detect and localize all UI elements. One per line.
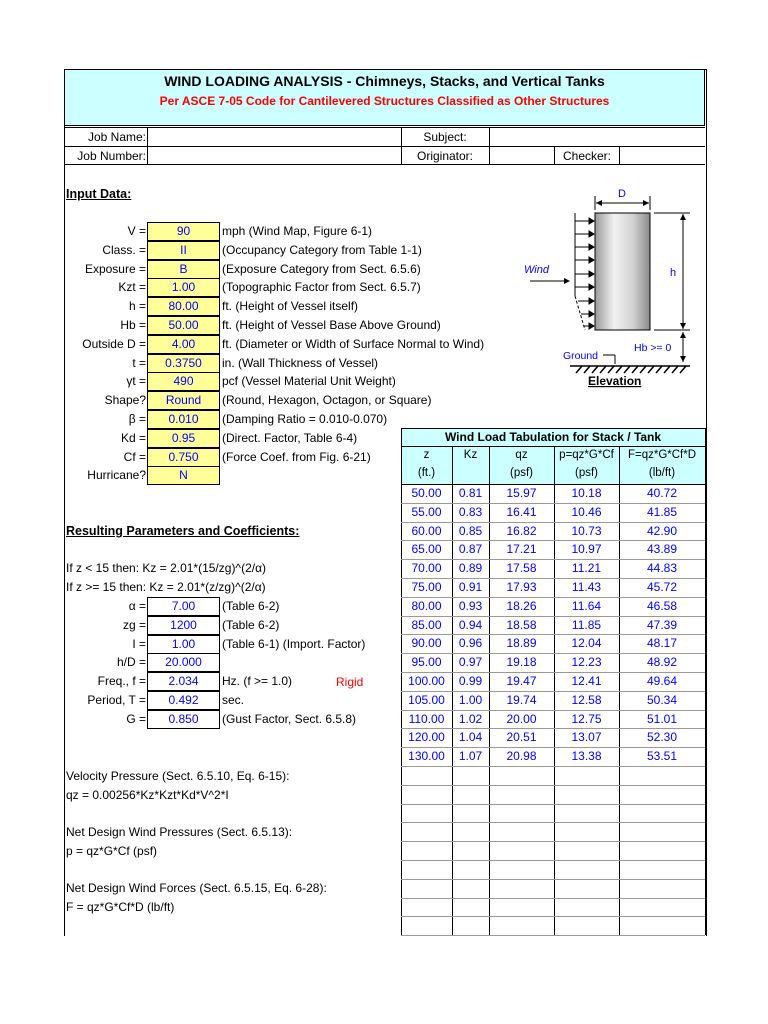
- table-cell: 65.00: [411, 542, 442, 557]
- table-title: Wind Load Tabulation for Stack / Tank: [444, 430, 662, 444]
- table-border: [401, 446, 705, 447]
- result-description: Hz. (f >= 1.0): [222, 674, 293, 689]
- column-unit: (psf): [575, 467, 598, 479]
- table-cell: 18.58: [506, 617, 537, 632]
- input-description: pcf (Vessel Material Unit Weight): [222, 374, 396, 389]
- table-cell: 1.02: [458, 711, 483, 726]
- velocity-pressure-formula: qz = 0.00256*Kz*Kzt*Kd*V^2*I: [66, 788, 229, 802]
- input-description: (Occupancy Category from Table 1-1): [222, 242, 422, 257]
- table-cell: 0.93: [458, 598, 483, 613]
- table-cell: 0.81: [458, 486, 483, 500]
- input-label: h =: [128, 299, 146, 314]
- checker-label: Checker:: [562, 149, 612, 163]
- row-divider: [401, 916, 705, 917]
- table-cell: 19.74: [506, 692, 537, 707]
- table-cell: 19.18: [506, 655, 537, 670]
- input-description: (Topographic Factor from Sect. 6.5.7): [222, 280, 421, 295]
- row-divider: [401, 841, 705, 842]
- table-cell: 0.83: [458, 504, 483, 519]
- wind-profile-arrows: [575, 213, 594, 330]
- result-description: (Table 6-2): [222, 599, 280, 613]
- result-value-cell: 2.034: [147, 672, 220, 691]
- input-value-cell[interactable]: 50.00: [147, 316, 220, 335]
- results-heading: Resulting Parameters and Coefficients:: [66, 524, 300, 538]
- table-cell: 95.00: [411, 655, 442, 670]
- table-cell: 55.00: [411, 504, 442, 519]
- row-divider: [401, 522, 705, 523]
- result-description: sec.: [222, 693, 245, 707]
- d-label: D: [618, 188, 626, 200]
- input-value-cell[interactable]: 0.3750: [147, 354, 220, 373]
- table-cell: 20.00: [506, 711, 537, 726]
- pressure-title: Net Design Wind Pressures (Sect. 6.5.13):: [66, 825, 293, 839]
- result-value-cell: 20.000: [147, 653, 220, 672]
- force-formula: F = qz*G*Cf*D (lb/ft): [66, 900, 175, 914]
- input-label: Cf =: [123, 449, 146, 464]
- table-cell: 1.04: [458, 730, 483, 745]
- table-cell: 16.41: [506, 504, 537, 519]
- rigid-label: Rigid: [336, 675, 364, 689]
- table-cell: 20.98: [506, 749, 537, 764]
- table-cell: 120.00: [408, 730, 445, 745]
- input-value-cell[interactable]: 1.00: [147, 278, 220, 297]
- table-cell: 43.89: [646, 542, 678, 557]
- table-cell: 18.89: [506, 636, 537, 651]
- sheet-header: [64, 69, 705, 126]
- input-value-cell[interactable]: II: [147, 241, 220, 260]
- elevation-diagram: [520, 186, 705, 391]
- row-divider: [401, 935, 705, 936]
- table-cell: 10.18: [571, 486, 602, 500]
- table-cell: 90.00: [411, 636, 442, 651]
- table-cell: 0.87: [458, 542, 483, 557]
- ground-label: Ground: [563, 350, 599, 362]
- input-label: Kzt =: [118, 280, 146, 295]
- table-cell: 0.94: [458, 617, 483, 632]
- input-description: (Direct. Factor, Table 6-4): [222, 430, 358, 445]
- job-name-label: Job Name:: [87, 130, 146, 144]
- subject-label: Subject:: [423, 130, 467, 144]
- originator-label: Originator:: [416, 149, 474, 163]
- kz-formula-high: If z >= 15 then: Kz = 2.01*(z/zg)^(2/α): [66, 580, 266, 594]
- input-label: V =: [127, 224, 146, 238]
- table-cell: 47.39: [646, 617, 678, 632]
- row-divider: [401, 672, 705, 673]
- row-divider: [401, 747, 705, 748]
- input-description: (Round, Hexagon, Octagon, or Square): [222, 393, 432, 408]
- table-cell: 16.82: [506, 523, 537, 538]
- table-cell: 48.92: [646, 655, 678, 670]
- input-value-cell[interactable]: 0.95: [147, 429, 220, 448]
- table-cell: 17.93: [506, 580, 537, 594]
- job-name-field[interactable]: [148, 128, 400, 145]
- input-label: Hurricane?: [87, 468, 146, 483]
- column-unit: (ft.): [417, 467, 436, 479]
- table-cell: 12.58: [571, 692, 602, 707]
- table-cell: 17.21: [506, 542, 537, 557]
- input-value-cell[interactable]: 490: [147, 372, 220, 391]
- table-cell: 48.17: [646, 636, 678, 651]
- checker-field[interactable]: [620, 147, 704, 163]
- table-cell: 45.72: [646, 580, 678, 594]
- result-label: I =: [132, 636, 146, 651]
- input-value-cell[interactable]: Round: [147, 391, 220, 410]
- row-divider: [401, 898, 705, 899]
- row-divider: [401, 597, 705, 598]
- input-description: in. (Wall Thickness of Vessel): [222, 355, 379, 370]
- row-divider: [401, 540, 705, 541]
- sheet-subtitle: Per ASCE 7-05 Code for Cantilevered Structures Classified as Other Structures: [159, 94, 610, 108]
- input-value-cell[interactable]: B: [147, 260, 220, 279]
- table-cell: 70.00: [411, 561, 442, 576]
- table-cell: 75.00: [411, 580, 442, 594]
- input-description: (Force Coef. from Fig. 6-21): [222, 449, 371, 464]
- table-cell: 12.23: [571, 655, 602, 670]
- result-value-cell: 0.850: [147, 710, 220, 729]
- row-divider: [401, 691, 705, 692]
- table-border: [401, 428, 705, 429]
- table-cell: 13.38: [571, 749, 602, 764]
- elevation-label: Elevation: [588, 374, 642, 388]
- table-border: [401, 484, 705, 485]
- result-value-cell: 1200: [147, 616, 220, 635]
- row-divider: [401, 559, 705, 560]
- row-divider: [401, 634, 705, 635]
- job-number-label: Job Number:: [77, 149, 146, 163]
- job-number-field[interactable]: [148, 147, 400, 163]
- input-value-cell[interactable]: 90: [147, 222, 220, 241]
- input-data-heading: Input Data:: [66, 187, 132, 201]
- column-header: Kz: [463, 449, 478, 461]
- column-unit: (psf): [510, 467, 533, 479]
- column-header: qz: [515, 449, 528, 461]
- table-cell: 60.00: [411, 523, 442, 538]
- ground-line: [570, 366, 690, 373]
- input-label: Shape?: [104, 393, 146, 408]
- sheet-title: WIND LOADING ANALYSIS - Chimneys, Stacks, and Vertical Tanks: [164, 73, 605, 89]
- table-cell: 130.00: [408, 749, 445, 764]
- input-value-cell[interactable]: N: [147, 466, 220, 485]
- row-divider: [401, 710, 705, 711]
- row-divider: [401, 860, 705, 861]
- table-cell: 85.00: [411, 617, 442, 632]
- row-divider: [401, 785, 705, 786]
- input-description: ft. (Height of Vessel itself): [222, 299, 359, 314]
- table-cell: 12.41: [571, 674, 602, 688]
- table-cell: 80.00: [411, 598, 442, 613]
- table-cell: 50.34: [646, 692, 678, 707]
- result-description: (Table 6-2): [222, 617, 280, 632]
- table-cell: 44.83: [646, 561, 678, 576]
- pressure-formula: p = qz*G*Cf (psf): [66, 844, 158, 858]
- table-cell: 10.46: [571, 504, 602, 519]
- result-label: α =: [128, 599, 146, 613]
- column-header: z: [423, 449, 430, 461]
- input-label: γt =: [126, 374, 146, 389]
- table-cell: 11.21: [571, 561, 602, 576]
- input-value-cell[interactable]: 0.750: [147, 448, 220, 467]
- input-description: (Exposure Category from Sect. 6.5.6): [222, 261, 421, 276]
- hb-label: Hb >= 0: [634, 342, 672, 354]
- force-title: Net Design Wind Forces (Sect. 6.5.15, Eq. 6-28):: [66, 881, 327, 895]
- input-label: Hb =: [120, 318, 146, 332]
- input-value-cell[interactable]: 80.00: [147, 297, 220, 316]
- kz-formula-low: If z < 15 then: Kz = 2.01*(15/zg)^(2/α): [66, 561, 267, 575]
- table-cell: 10.73: [571, 523, 602, 538]
- table-cell: 1.07: [458, 749, 483, 764]
- table-cell: 13.07: [571, 730, 602, 745]
- input-label: Outside D =: [82, 336, 146, 351]
- input-label: β =: [128, 412, 146, 426]
- table-cell: 105.00: [408, 692, 445, 707]
- table-cell: 19.47: [506, 674, 537, 688]
- result-description: (Gust Factor, Sect. 6.5.8): [222, 711, 357, 726]
- table-cell: 53.51: [646, 749, 678, 764]
- table-cell: 0.85: [458, 523, 483, 538]
- row-divider: [401, 653, 705, 654]
- table-cell: 11.43: [571, 580, 602, 594]
- table-cell: 11.64: [571, 598, 602, 613]
- table-cell: 0.97: [458, 655, 483, 670]
- input-label: t =: [132, 355, 146, 370]
- result-value-cell: 1.00: [147, 635, 220, 654]
- divider: [554, 146, 555, 164]
- table-cell: 15.97: [506, 486, 537, 500]
- input-label: Exposure =: [84, 261, 146, 276]
- input-label: Class. =: [102, 242, 146, 257]
- result-value-cell: 0.492: [147, 691, 220, 710]
- table-cell: 0.89: [458, 561, 483, 576]
- table-cell: 18.26: [506, 598, 537, 613]
- table-cell: 100.00: [408, 674, 445, 688]
- table-cell: 12.04: [571, 636, 602, 651]
- column-unit: (lb/ft): [648, 467, 676, 479]
- table-cell: 52.30: [646, 730, 678, 745]
- table-cell: 10.97: [571, 542, 602, 557]
- table-cell: 0.91: [458, 580, 483, 594]
- input-label: Kd =: [120, 430, 146, 445]
- table-cell: 17.58: [506, 561, 537, 576]
- table-cell: 20.51: [506, 730, 537, 745]
- result-value-cell: 7.00: [147, 597, 220, 616]
- table-cell: 49.64: [646, 674, 678, 688]
- originator-field[interactable]: [490, 147, 554, 163]
- result-label: h/D =: [116, 655, 146, 670]
- table-cell: 51.01: [646, 711, 678, 726]
- row-divider: [401, 616, 705, 617]
- table-cell: 40.72: [646, 486, 678, 500]
- divider: [64, 164, 705, 165]
- input-description: mph (Wind Map, Figure 6-1): [222, 224, 373, 238]
- column-header: p=qz*G*Cf: [559, 449, 614, 461]
- table-cell: 12.75: [571, 711, 602, 726]
- input-description: ft. (Height of Vessel Base Above Ground): [222, 318, 441, 332]
- input-value-cell[interactable]: 4.00: [147, 335, 220, 354]
- table-cell: 42.90: [646, 523, 678, 538]
- row-divider: [401, 804, 705, 805]
- table-cell: 0.96: [458, 636, 483, 651]
- result-label: Freq., f =: [97, 674, 146, 689]
- table-cell: 11.85: [571, 617, 602, 632]
- row-divider: [401, 879, 705, 880]
- result-label: Period, T =: [87, 693, 146, 707]
- h-label: h: [670, 267, 677, 279]
- row-divider: [401, 578, 705, 579]
- input-description: (Damping Ratio = 0.010-0.070): [222, 412, 388, 426]
- result-label: G =: [126, 711, 146, 726]
- vessel-cylinder: [595, 213, 650, 330]
- subject-field[interactable]: [490, 128, 704, 145]
- input-value-cell[interactable]: 0.010: [147, 410, 220, 429]
- table-cell: 110.00: [408, 711, 445, 726]
- table-cell: 0.99: [458, 674, 483, 688]
- row-divider: [401, 822, 705, 823]
- result-description: (Table 6-1) (Import. Factor): [222, 636, 366, 651]
- table-cell: 41.85: [646, 504, 678, 519]
- row-divider: [401, 766, 705, 767]
- table-cell: 50.00: [411, 486, 442, 500]
- input-description: ft. (Diameter or Width of Surface Normal to Wind): [222, 336, 485, 351]
- table-cell: 1.00: [458, 692, 483, 707]
- column-header: F=qz*G*Cf*D: [627, 449, 697, 461]
- row-divider: [401, 503, 705, 504]
- result-label: zg =: [122, 617, 146, 632]
- row-divider: [401, 728, 705, 729]
- wind-label: Wind: [524, 264, 549, 276]
- velocity-pressure-title: Velocity Pressure (Sect. 6.5.10, Eq. 6-15):: [66, 769, 290, 783]
- table-border: [705, 428, 706, 935]
- table-cell: 46.58: [646, 598, 678, 613]
